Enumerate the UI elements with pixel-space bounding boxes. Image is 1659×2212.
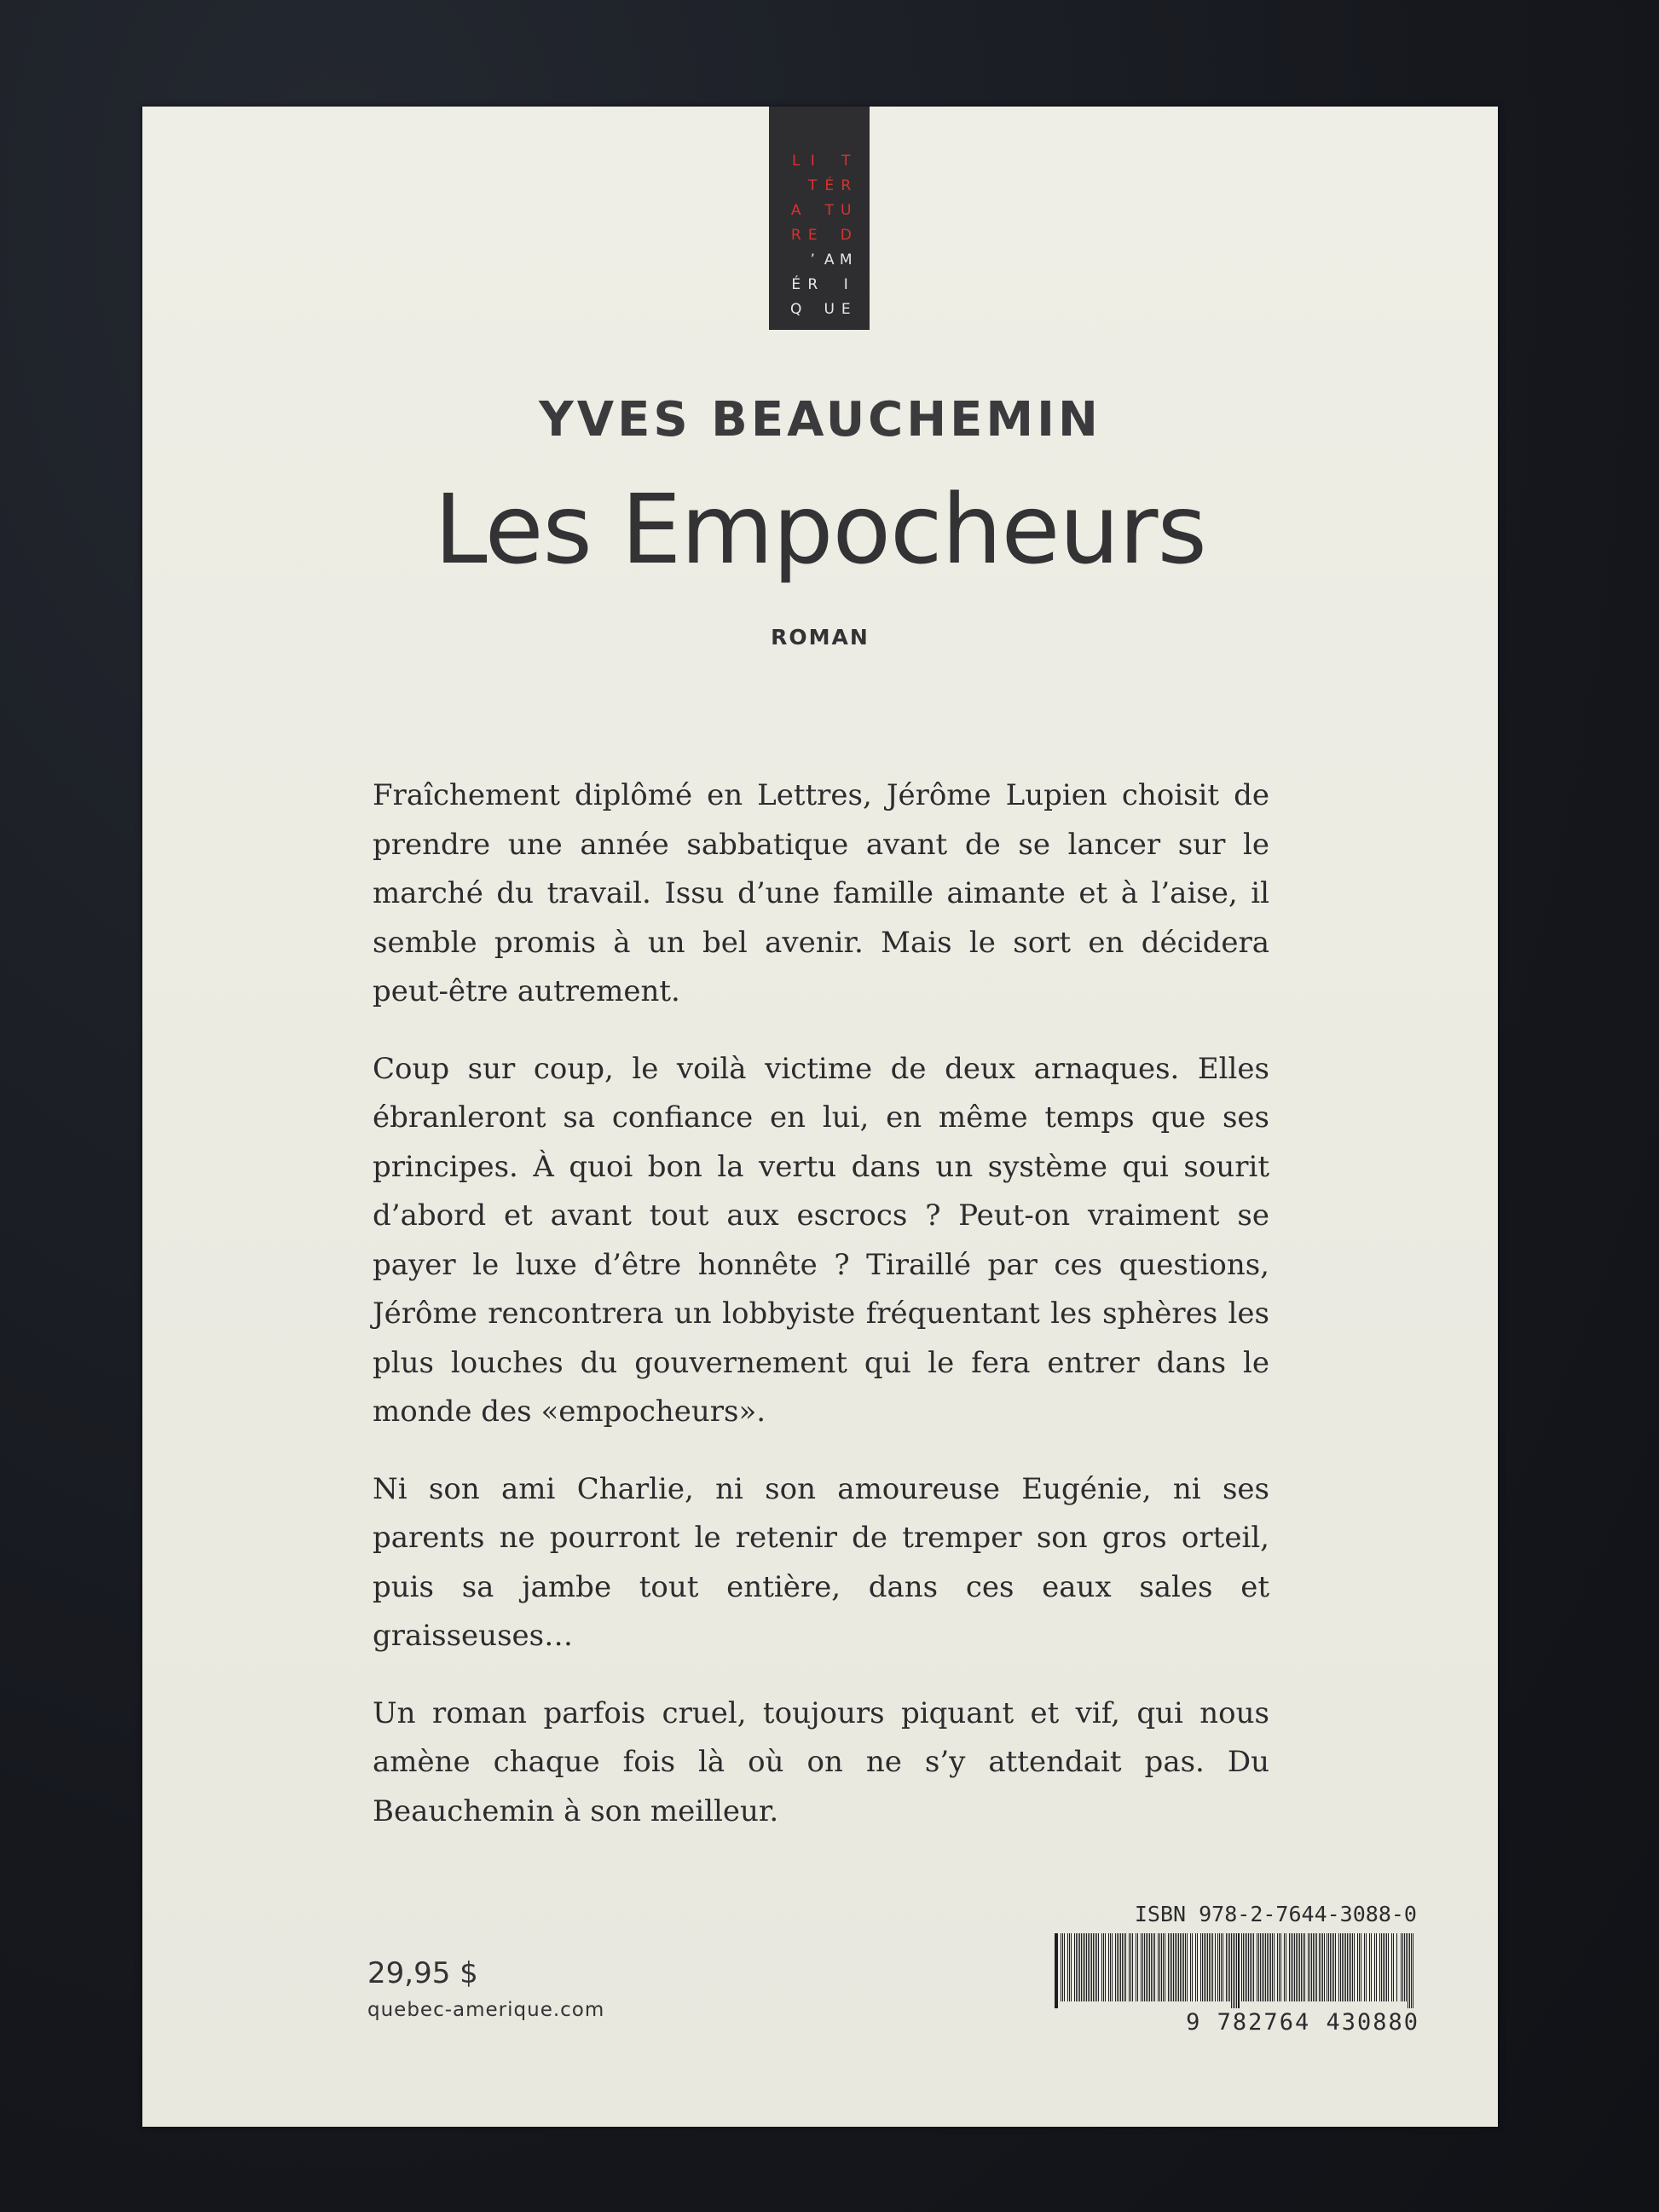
barcode-bar xyxy=(1251,1933,1252,2001)
barcode-bar xyxy=(1263,1933,1264,2001)
barcode-bar xyxy=(1212,1933,1213,2001)
barcode-bar xyxy=(1221,1933,1222,2001)
barcode-bar xyxy=(1129,1933,1130,2001)
barcode-bar xyxy=(1272,1933,1273,2001)
barcode-bar xyxy=(1149,1933,1150,2001)
barcode-bar xyxy=(1279,1933,1280,2001)
barcode-bar xyxy=(1366,1933,1367,2001)
barcode-bar xyxy=(1393,1933,1394,2001)
series-logo-letters xyxy=(788,153,854,318)
barcode-bar xyxy=(1086,1933,1087,2001)
barcode-bar xyxy=(1299,1933,1300,2001)
barcode-bar xyxy=(1388,1933,1389,2001)
barcode-bar xyxy=(1347,1933,1348,2001)
barcode-bar xyxy=(1146,1933,1147,2001)
series-logo-letter: É xyxy=(824,177,835,194)
series-logo-letter: T xyxy=(808,177,818,194)
barcode-bar xyxy=(1250,1933,1251,2001)
barcode-bar xyxy=(1170,1933,1171,2001)
barcode-bar xyxy=(1386,1933,1387,2001)
barcode-bar xyxy=(1112,1933,1113,2001)
barcode-bar xyxy=(1204,1933,1205,2001)
barcode-bar xyxy=(1258,1933,1259,2001)
barcode-bar xyxy=(1147,1933,1148,2001)
barcode-bar xyxy=(1236,1933,1237,2008)
barcode-bar xyxy=(1301,1933,1302,2001)
barcode-bar xyxy=(1262,1933,1263,2001)
barcode-bar xyxy=(1359,1933,1360,2001)
barcode-bar xyxy=(1217,1933,1218,2001)
barcode-bar xyxy=(1316,1933,1317,2001)
barcode-bar xyxy=(1144,1933,1145,2001)
barcode-bar xyxy=(1180,1933,1181,2001)
barcode-bar xyxy=(1265,1933,1266,2001)
barcode-bar xyxy=(1248,1933,1249,2001)
barcode-bar xyxy=(1120,1933,1121,2001)
barcode-bar xyxy=(1374,1933,1375,2001)
series-logo-letter: D xyxy=(840,227,852,244)
barcode-bar xyxy=(1406,1933,1407,2001)
book-back-cover xyxy=(142,107,1498,2127)
barcode xyxy=(1053,1933,1415,2008)
barcode-bar xyxy=(1226,1933,1227,2001)
barcode-bar xyxy=(1176,1933,1177,2001)
barcode-bar xyxy=(1101,1933,1102,2001)
barcode-bar xyxy=(1093,1933,1094,2001)
series-logo-letter: A xyxy=(824,251,835,269)
barcode-bar xyxy=(1069,1933,1070,2001)
barcode-bar xyxy=(1168,1933,1169,2001)
barcode-bar xyxy=(1350,1933,1351,2001)
barcode-bar xyxy=(1195,1933,1196,2001)
barcode-bar xyxy=(1324,1933,1325,2001)
barcode-bar xyxy=(1083,1933,1084,2001)
series-logo-letter: U xyxy=(824,301,835,318)
barcode-bar xyxy=(1161,1933,1162,2001)
barcode-bar xyxy=(1379,1933,1380,2001)
barcode-bar xyxy=(1171,1933,1172,2001)
barcode-bar xyxy=(1088,1933,1089,2001)
barcode-bar xyxy=(1055,1933,1058,2008)
series-logo-letter: T xyxy=(841,153,851,170)
barcode-bar xyxy=(1313,1933,1314,2001)
barcode-bar xyxy=(1192,1933,1193,2001)
barcode-bar xyxy=(1322,1933,1323,2001)
barcode-bar xyxy=(1158,1933,1159,2001)
barcode-bar xyxy=(1187,1933,1188,2001)
barcode-bar xyxy=(1371,1933,1372,2001)
series-logo-letter: L xyxy=(792,153,801,170)
barcode-bar xyxy=(1062,1933,1063,2001)
barcode-bar xyxy=(1243,1933,1244,2001)
series-logo-letter: R xyxy=(841,177,852,194)
barcode-bar xyxy=(1411,1933,1412,2008)
series-logo-letter: R xyxy=(790,227,801,244)
barcode-bar xyxy=(1159,1933,1160,2001)
series-logo-letter: É xyxy=(791,276,801,293)
barcode-bar xyxy=(1357,1933,1358,2001)
barcode-bar xyxy=(1103,1933,1104,2001)
series-logo-letter: I xyxy=(843,276,848,293)
series-logo-letter xyxy=(821,277,838,293)
barcode-bar xyxy=(1076,1933,1077,2001)
book-title: Les Empocheurs xyxy=(434,475,1206,586)
barcode-bar xyxy=(1175,1933,1176,2001)
barcode-bar xyxy=(1335,1933,1336,2001)
barcode-bar xyxy=(1241,1933,1242,2001)
blurb-paragraph-1: Fraîchement diplômé en Lettres, Jérôme Lupien choisit de prendre une année sabbatique avant de se lancer sur le marché du travail. Issu d’une famille aimante et à l’aise, il semble promis à un bel avenir. Mais le sort en décidera peut-être autrement. xyxy=(373,778,1269,1008)
barcode-bar xyxy=(1354,1933,1355,2001)
barcode-bar xyxy=(1396,1933,1397,2001)
barcode-bar xyxy=(1308,1933,1309,2001)
barcode-bar xyxy=(1229,1933,1230,2001)
barcode-bar xyxy=(1197,1933,1198,2001)
barcode-bar xyxy=(1369,1933,1370,2001)
barcode-bar xyxy=(1352,1933,1353,2001)
genre-label: ROMAN xyxy=(771,625,870,650)
barcode-bar xyxy=(1132,1933,1133,2001)
barcode-bar xyxy=(1345,1933,1346,2001)
barcode-bar xyxy=(1079,1933,1080,2001)
series-logo-letter xyxy=(821,153,838,170)
barcode-bar xyxy=(1074,1933,1075,2001)
barcode-bar xyxy=(1183,1933,1184,2001)
barcode-bar xyxy=(1246,1933,1247,2001)
barcode-bar xyxy=(1274,1933,1275,2001)
barcode-bar xyxy=(1064,1933,1065,2001)
series-logo-letter: A xyxy=(790,202,801,219)
barcode-bar xyxy=(1401,1933,1402,2001)
series-logo-letter: Q xyxy=(790,301,802,318)
barcode-bar xyxy=(1333,1933,1334,2001)
series-logo-letter: ’ xyxy=(810,251,815,269)
barcode-bar xyxy=(1284,1933,1285,2001)
barcode-bar xyxy=(1349,1933,1350,2001)
barcode-bar xyxy=(1185,1933,1186,2001)
barcode-bar xyxy=(1277,1933,1278,2001)
barcode-bar xyxy=(1376,1933,1377,2001)
barcode-bar xyxy=(1115,1933,1116,2001)
barcode-bar xyxy=(1342,1933,1343,2001)
barcode-bar xyxy=(1084,1933,1085,2001)
barcode-bar xyxy=(1391,1933,1392,2001)
barcode-bar xyxy=(1178,1933,1179,2001)
barcode-bar xyxy=(1294,1933,1295,2001)
author-name: YVES BEAUCHEMIN xyxy=(539,392,1101,448)
barcode-bar xyxy=(1108,1933,1109,2001)
barcode-bar xyxy=(1384,1933,1385,2001)
barcode-bar xyxy=(1292,1933,1293,2001)
series-logo-letter: E xyxy=(841,301,851,318)
barcode-bar xyxy=(1304,1933,1305,2001)
barcode-bar xyxy=(1291,1933,1292,2001)
barcode-bar xyxy=(1117,1933,1118,2001)
barcode-bar xyxy=(1163,1933,1164,2001)
barcode-bar xyxy=(1200,1933,1201,2001)
series-logo-letter: U xyxy=(841,202,852,219)
publisher-website: quebec-amerique.com xyxy=(367,1999,605,2021)
barcode-bar xyxy=(1267,1933,1268,2001)
barcode-bar xyxy=(1096,1933,1097,2001)
barcode-bar xyxy=(1270,1933,1271,2001)
barcode-bar xyxy=(1319,1933,1320,2001)
barcode-bar xyxy=(1364,1933,1365,2001)
barcode-bar xyxy=(1381,1933,1382,2001)
barcode-bar xyxy=(1202,1933,1203,2001)
barcode-bar xyxy=(1067,1933,1068,2001)
barcode-bar xyxy=(1328,1933,1329,2001)
series-logo-letter xyxy=(805,302,822,318)
barcode-bar xyxy=(1151,1933,1152,2001)
barcode-bar xyxy=(1303,1933,1304,2001)
barcode-bar xyxy=(1091,1933,1092,2001)
blurb xyxy=(373,771,1269,1864)
barcode-bar xyxy=(1311,1933,1312,2001)
blurb-paragraph-2: Coup sur coup, le voilà victime de deux arnaques. Elles ébranleront sa confiance en lui, en même temps que ses principes. À quoi bon la vertu dans un système qui sourit d’abord et avant tout aux escrocs ? Peut-on vraiment se payer le luxe d’être honnête ? Tiraillé par ces questions, Jérôme rencontrera un lobbyiste fréquentant les sphères les plus louches du gouvernement qui le fera entrer dans le monde des «empocheurs». xyxy=(373,1051,1269,1429)
barcode-digits: 9 782764 430880 xyxy=(1186,2009,1419,2036)
barcode-bar xyxy=(1238,1933,1240,2008)
series-logo-letter: I xyxy=(810,153,815,170)
barcode-bar xyxy=(1253,1933,1254,2001)
barcode-bar xyxy=(1071,1933,1072,2001)
barcode-bar xyxy=(1098,1933,1099,2001)
barcode-bar xyxy=(1154,1933,1155,2001)
series-logo xyxy=(769,107,870,330)
series-logo-letter: E xyxy=(807,227,818,244)
barcode-bar xyxy=(1404,1933,1405,2001)
barcode-bar xyxy=(1205,1933,1206,2001)
price: 29,95 $ xyxy=(367,1956,478,1990)
barcode-bar xyxy=(1409,1933,1410,2008)
barcode-bar xyxy=(1296,1933,1297,2001)
barcode-bar xyxy=(1245,1933,1246,2001)
barcode-bar xyxy=(1340,1933,1341,2001)
barcode-bar xyxy=(1309,1933,1310,2001)
series-logo-letter xyxy=(805,203,822,219)
series-logo-letter xyxy=(821,228,838,244)
barcode-bar xyxy=(1173,1933,1174,2001)
barcode-bar xyxy=(1234,1933,1235,2008)
barcode-bar xyxy=(1207,1933,1208,2001)
barcode-bar xyxy=(1383,1933,1384,2001)
barcode-bar xyxy=(1231,1933,1232,2008)
barcode-bar xyxy=(1233,1933,1234,2008)
barcode-bar xyxy=(1110,1933,1111,2001)
blurb-paragraph-3: Ni son ami Charlie, ni son amoureuse Eugénie, ni ses parents ne pourront le retenir de tremper son gros orteil, puis sa jambe tout entière, dans ces eaux sales et graisseuses… xyxy=(373,1471,1269,1653)
barcode-bar xyxy=(1209,1933,1210,2001)
barcode-bar xyxy=(1260,1933,1261,2001)
barcode-bar xyxy=(1215,1933,1216,2001)
barcode-bar xyxy=(1137,1933,1138,2001)
barcode-bar xyxy=(1402,1933,1403,2001)
barcode-bar xyxy=(1105,1933,1106,2001)
barcode-bar xyxy=(1338,1933,1339,2001)
barcode-bar xyxy=(1330,1933,1331,2001)
barcode-bar xyxy=(1219,1933,1220,2001)
series-logo-letter: R xyxy=(807,276,818,293)
series-logo-letter: M xyxy=(839,251,853,269)
barcode-bar xyxy=(1289,1933,1290,2001)
barcode-bar xyxy=(1130,1933,1131,2001)
barcode-bar xyxy=(1190,1933,1191,2001)
isbn-number: ISBN 978-2-7644-3088-0 xyxy=(1134,1902,1417,1926)
barcode-bar xyxy=(1081,1933,1082,2001)
series-logo-letter xyxy=(788,252,805,269)
barcode-bar xyxy=(1142,1933,1143,2001)
series-logo-letter: T xyxy=(824,202,834,219)
barcode-bar xyxy=(1141,1933,1142,2001)
series-logo-letter xyxy=(788,178,805,194)
blurb-paragraph-4: Un roman parfois cruel, toujours piquant et vif, qui nous amène chaque fois là où on ne s’y attendait pas. Du Beauchemin à son meilleur. xyxy=(373,1695,1269,1828)
barcode-bar xyxy=(1125,1933,1126,2001)
barcode-bar xyxy=(1280,1933,1281,2001)
barcode-bar xyxy=(1122,1933,1123,2001)
